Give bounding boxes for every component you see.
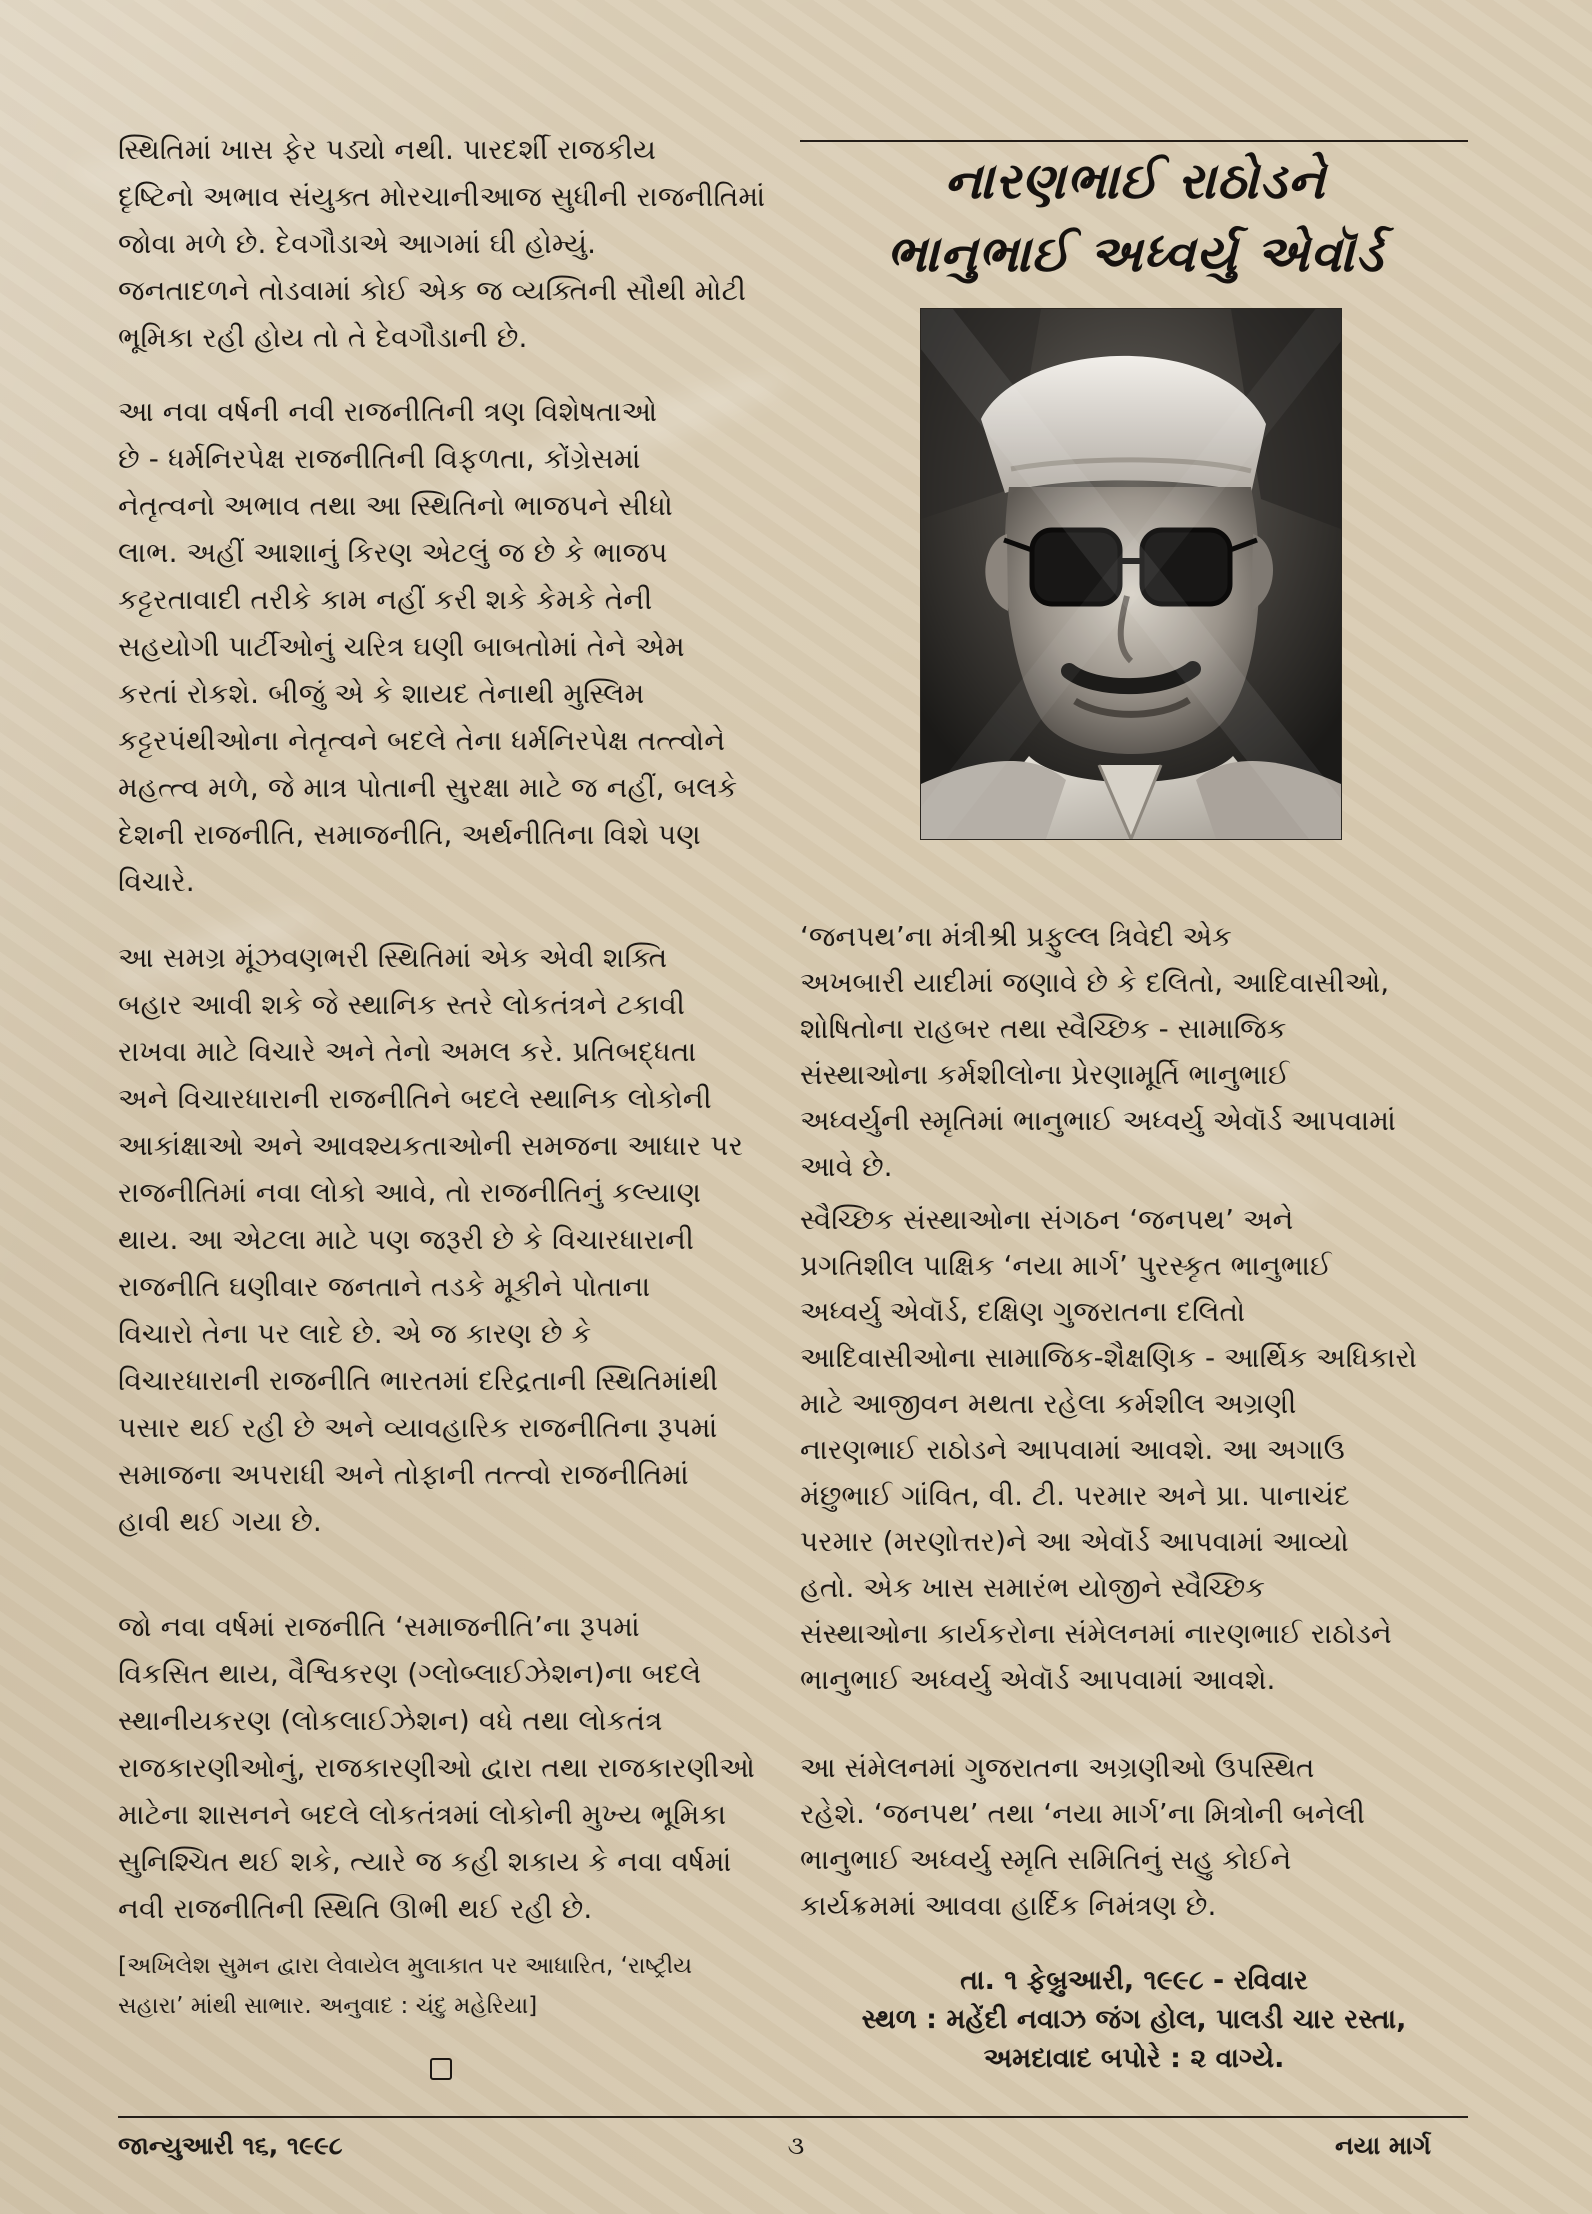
event-venue-line: સ્થળ : મહેંદી નવાઝ જંગ હોલ, પાલડી ચાર રસ્તા, <box>861 2004 1407 2035</box>
award-paragraph: સ્વૈચ્છિક સંસ્થાઓના સંગઠન ‘જનપથ’ અને પ્રગતિશીલ પાક્ષિક ‘નયા માર્ગ’ પુરસ્કૃત ભાનુભાઈ અધ્વર્યુ એવૉર્ડ, દક્ષિણ ગુજરાતના દલિતો આદિવાસીઓના સામાજિક-શૈક્ષણિક - આર્થિક અધિકારો માટે આજીવન મથતા રહેલા કર્મશીલ અગ્રણી નારણભાઈ રાઠોડને આપવામાં આવશે. આ અગાઉ મંછુભાઈ ગાંવિત, વી. ટી. પરમાર અને પ્રા. પાનાચંદ પરમાર (મરણોત્તર)ને આ એવૉર્ડ આપવામાં આવ્યો હતો. એક ખાસ સમારંભ યોજીને સ્વૈચ્છિક સંસ્થાઓના કાર્યકરોના સંમેલનમાં નારણભાઈ રાઠોડને ભાનુભાઈ અધ્વર્યુ એવૉર્ડ આપવામાં આવશે. <box>800 1203 1417 1696</box>
article-paragraph: આ સમગ્ર મૂંઝવણભરી સ્થિતિમાં એક એવી શક્તિ બહાર આવી શકે જે સ્થાનિક સ્તરે લોકતંત્રને ટકાવી રાખવા માટે વિચારે અને તેનો અમલ કરે. પ્રતિબદ્ધતા અને વિચારધારાની રાજનીતિને બદલે સ્થાનિક લોકોની આકાંક્ષાઓ અને આવશ્યકતાઓની સમજના આધાર પર રાજનીતિમાં નવા લોકો આવે, તો રાજનીતિનું કલ્યાણ થાય. આ એટલા માટે પણ જરૂરી છે કે વિચારધારાની રાજનીતિ ઘણીવાર જનતાને તડકે મૂકીને પોતાના વિચારો તેના પર લાદે છે. એ જ કારણ છે કે વિચારધારાની રાજનીતિ ભારતમાં દરિદ્રતાની સ્થિતિમાંથી પસાર થઈ રહી છે અને વ્યાવહારિક રાજનીતિના રૂપમાં સમાજના અપરાધી અને તોફાની તત્ત્વો રાજનીતિમાં હાવી થઈ ગયા છે. <box>118 941 744 1538</box>
section-rule <box>800 140 1468 142</box>
event-time-line: અમદાવાદ બપોરે : ૨ વાગ્યે. <box>983 2043 1285 2074</box>
article-paragraph: સ્થિતિમાં ખાસ ફેર પડ્યો નથી. પારદર્શી રાજકીય દૃષ્ટિનો અભાવ સંયુક્ત મોરચાનીઆજ સુધીની રાજનીતિમાં જોવા મળે છે. દેવગૌડાએ આગમાં ઘી હોમ્યું. જનતાદળને તોડવામાં કોઈ એક જ વ્યક્તિની સૌથી મોટી ભૂમિકા રહી હોય તો તે દેવગૌડાની છે. <box>118 133 766 354</box>
event-date-line: તા. ૧ ફેબ્રુઆરી, ૧૯૯૮ - રવિવાર <box>960 1965 1308 1996</box>
page-number: ૩ <box>787 2131 805 2160</box>
award-headline-line-1: નારણભાઈ રાઠોડને <box>944 151 1326 210</box>
publication-name: નયા માર્ગ <box>1335 2131 1431 2160</box>
award-recipient-portrait <box>920 308 1342 840</box>
issue-date: જાન્યુઆરી ૧૬, ૧૯૯૮ <box>118 2131 343 2160</box>
end-mark <box>430 2058 452 2080</box>
award-paragraph: આ સંમેલનમાં ગુજરાતના અગ્રણીઓ ઉપસ્થિત રહેશે. ‘જનપથ’ તથા ‘નયા માર્ગ’ના મિત્રોની બનેલી ભાનુભાઈ અધ્વર્યુ સ્મૃતિ સમિતિનું સહુ કોઈને કાર્યક્રમમાં આવવા હાર્દિક નિમંત્રણ છે. <box>800 1751 1365 1922</box>
award-paragraph: ‘જનપથ’ના મંત્રીશ્રી પ્રફુલ્લ ત્રિવેદી એક અખબારી યાદીમાં જણાવે છે કે દલિતો, આદિવાસીઓ, શોષિતોના રાહબર તથા સ્વૈચ્છિક - સામાજિક સંસ્થાઓના કર્મશીલોના પ્રેરણામૂર્તિ ભાનુભાઈ અધ્વર્યુની સ્મૃતિમાં ભાનુભાઈ અધ્વર્યુ એવૉર્ડ આપવામાં આવે છે. <box>800 920 1396 1183</box>
article-paragraph: જો નવા વર્ષમાં રાજનીતિ ‘સમાજનીતિ’ના રૂપમાં વિકસિત થાય, વૈશ્વિકરણ (ગ્લોબ્લાઈઝેશન)ના બદલે સ્થાનીયકરણ (લોકલાઈઝેશન) વધે તથા લોકતંત્ર રાજકારણીઓનું, રાજકારણીઓ દ્વારા તથા રાજકારણીઓ માટેના શાસનને બદલે લોકતંત્રમાં લોકોની મુખ્ય ભૂમિકા સુનિશ્ચિત થઈ શકે, ત્યારે જ કહી શકાય કે નવા વર્ષમાં નવી રાજનીતિની સ્થિતિ ઊભી થઈ રહી છે. <box>118 1610 755 1925</box>
article-paragraph: આ નવા વર્ષની નવી રાજનીતિની ત્રણ વિશેષતાઓ છે - ધર્મનિરપેક્ષ રાજનીતિની વિફળતા, કોંગ્રેસમાં નેતૃત્વનો અભાવ તથા આ સ્થિતિનો ભાજપને સીધો લાભ. અહીં આશાનું કિરણ એટલું જ છે કે ભાજપ કટ્ટરતાવાદી તરીકે કામ નહીં કરી શકે કેમકે તેની સહયોગી પાર્ટીઓનું ચરિત્ર ઘણી બાબતોમાં તેને એમ કરતાં રોકશે. બીજું એ કે શાયદ તેનાથી મુસ્લિમ કટ્ટરપંથીઓના નેતૃત્વને બદલે તેના ધર્મનિરપેક્ષ તત્ત્વોને મહત્ત્વ મળે, જે માત્ર પોતાની સુરક્ષા માટે જ નહીં, બલકે દેશની રાજનીતિ, સમાજનીતિ, અર્થનીતિના વિશે પણ વિચારે. <box>118 395 738 898</box>
footer-rule <box>118 2116 1468 2118</box>
source-note: [અખિલેશ સુમન દ્વારા લેવાયેલ મુલાકાત પર આધારિત, ‘રાષ્ટ્રીય સહારા’ માંથી સાભાર. અનુવાદ : ચંદુ મહેરિયા] <box>118 1953 693 2019</box>
award-headline-line-2: ભાનુભાઈ અધ્વર્યુ એવૉર્ડ <box>886 224 1384 283</box>
